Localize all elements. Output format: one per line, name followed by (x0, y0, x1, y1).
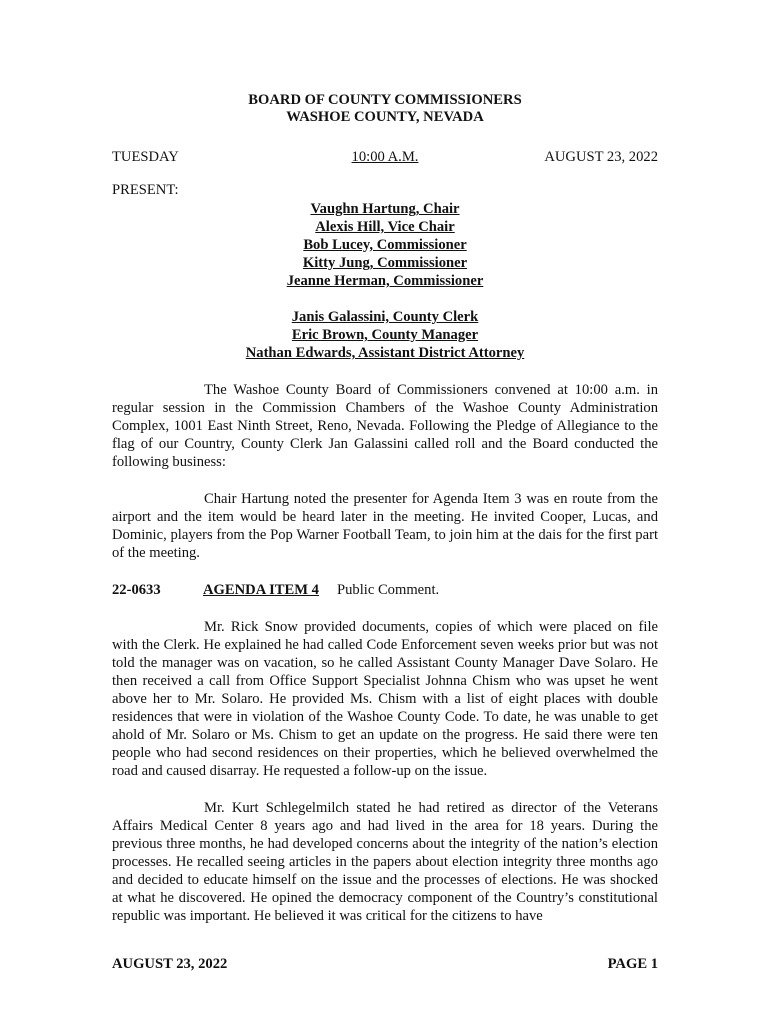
commissioner-name: Alexis Hill, Vice Chair (315, 219, 455, 235)
page-number: PAGE 1 (607, 956, 658, 972)
staff-name: Janis Galassini, County Clerk (291, 309, 479, 325)
commissioner-name: Vaughn Hartung, Chair (310, 201, 460, 217)
staff-list (112, 308, 658, 362)
meeting-day: TUESDAY (112, 149, 179, 165)
chair-note-paragraph: Chair Hartung noted the presenter for Agenda Item 3 was en route from the airport and the item would be heard later in the meeting. He invited Cooper, Lucas, and Dominic, players from the Pop Warner Football Team, to join him at the dais for the first part of the meeting. (112, 491, 658, 561)
agenda-item-description: Public Comment. (337, 582, 440, 598)
board-title (112, 92, 658, 126)
commissioners-list (112, 200, 658, 290)
page-footer (112, 955, 658, 973)
commissioner-name: Kitty Jung, Commissioner (302, 255, 468, 271)
agenda-item-title: AGENDA ITEM 4 (203, 582, 319, 598)
agenda-item-number: 22-0633 (112, 582, 161, 598)
title-line-1: BOARD OF COUNTY COMMISSIONERS (248, 92, 522, 108)
meeting-dateline (112, 148, 658, 166)
footer-date: AUGUST 23, 2022 (112, 956, 228, 972)
title-line-2: WASHOE COUNTY, NEVADA (286, 109, 484, 125)
commissioner-name: Bob Lucey, Commissioner (303, 237, 467, 253)
staff-name: Eric Brown, County Manager (291, 327, 479, 343)
minutes-page (112, 92, 658, 925)
opening-paragraph: The Washoe County Board of Commissioners convened at 10:00 a.m. in regular session in the Commission Chambers of the Washoe County Administration Complex, 1001 East Ninth Street, Reno, Nevada. Following the Pledge of Allegiance to the flag of our Country, County Clerk Jan Galassini called roll and the Board conducted the following business: (112, 382, 658, 470)
meeting-time: 10:00 A.M. (351, 149, 419, 165)
agenda-item-heading (112, 581, 658, 599)
commissioner-name: Jeanne Herman, Commissioner (286, 273, 484, 289)
present-label: PRESENT: (112, 182, 179, 198)
meeting-date: AUGUST 23, 2022 (544, 149, 658, 165)
staff-name: Nathan Edwards, Assistant District Attorney (245, 345, 525, 361)
public-comment-snow: Mr. Rick Snow provided documents, copies of which were placed on file with the Clerk. He explained he had called Code Enforcement seven weeks prior but was not told the manager was on vacation, so he called Assistant County Manager Dave Solaro. He then received a call from Office Support Specialist Johnna Chism who was upset he went above her to Mr. Solaro. He provided Ms. Chism with a list of eight places with double residences that were in violation of the Washoe County Code. To date, he was unable to get ahold of Mr. Solaro or Ms. Chism to get an update on the progress. He said there were ten people who had second residences on their properties, which he believed overwhelmed the road and caused disarray. He requested a follow-up on the issue. (112, 619, 658, 779)
public-comment-schlegelmilch: Mr. Kurt Schlegelmilch stated he had retired as director of the Veterans Affairs Medical Center 8 years ago and had lived in the area for 18 years. During the previous three months, he had developed concerns about the integrity of the nation’s election processes. He recalled seeing articles in the papers about election integrity three months ago and decided to educate himself on the issue and the processes of elections. He was shocked at what he discovered. He opined the democracy component of the Country’s constitutional republic was important. He believed it was critical for the citizens to have (112, 800, 658, 924)
